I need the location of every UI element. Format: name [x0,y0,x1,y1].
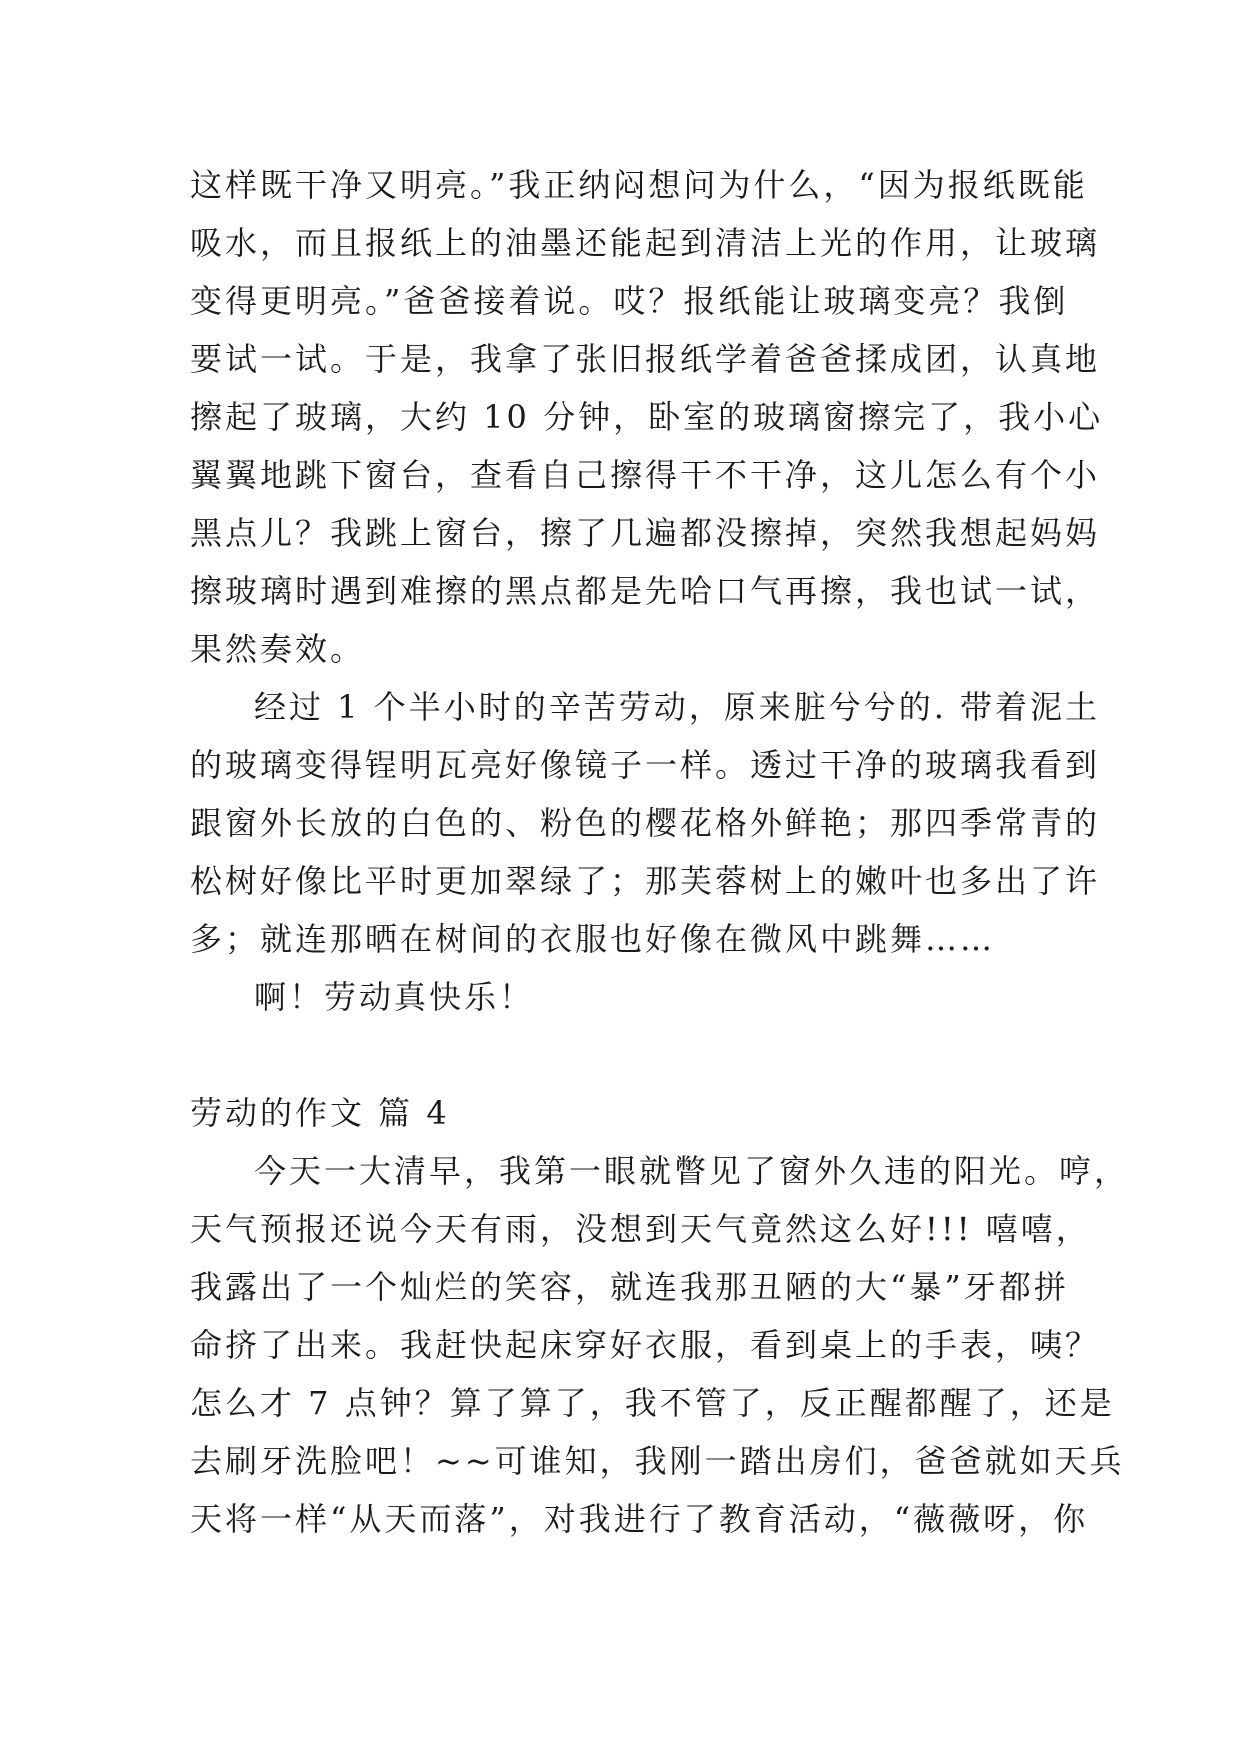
paragraph-line: 命挤了出来。我赶快起床穿好衣服，看到桌上的手表，咦？ [190,1326,1101,1364]
paragraph-line: 多；就连那晒在树间的衣服也好像在微风中跳舞…… [190,920,996,958]
paragraph-line: 要试一试。于是，我拿了张旧报纸学着爸爸揉成团，认真地 [190,340,1101,378]
paragraph-line: 果然奏效。 [190,630,366,668]
paragraph-line: 经过 1 个半小时的辛苦劳动，原来脏兮兮的. 带着泥土 [254,688,1101,726]
paragraph-line: 天将一样“从天而落”，对我进行了教育活动，“薇薇呀，你 [190,1500,1089,1538]
section-heading: 劳动的作文 篇 4 [190,1094,450,1132]
paragraph-line: 天气预报还说今天有雨，没想到天气竟然这么好!!! 嘻嘻， [190,1210,1091,1248]
paragraph-line: 怎么才 7 点钟？算了算了，我不管了，反正醒都醒了，还是 [190,1384,1115,1422]
paragraph-line: 这样既干净又明亮。”我正纳闷想问为什么，“因为报纸既能 [190,166,1088,204]
paragraph-line: 吸水，而且报纸上的油墨还能起到清洁上光的作用，让玻璃 [190,224,1101,262]
paragraph-line: 去刷牙洗脸吧！~~可谁知，我刚一踏出房们，爸爸就如天兵 [190,1442,1125,1480]
paragraph-line: 我露出了一个灿烂的笑容，就连我那丑陋的大“暴”牙都拼 [190,1268,1069,1306]
paragraph-line: 的玻璃变得锃明瓦亮好像镜子一样。透过干净的玻璃我看到 [190,746,1101,784]
paragraph-line: 松树好像比平时更加翠绿了；那芙蓉树上的嫩叶也多出了许 [190,862,1101,900]
paragraph-line: 跟窗外长放的白色的、粉色的樱花格外鲜艳；那四季常青的 [190,804,1101,842]
paragraph-line: 擦玻璃时遇到难擦的黑点都是先哈口气再擦，我也试一试， [190,572,1101,610]
paragraph-line: 翼翼地跳下窗台，查看自己擦得干不干净，这儿怎么有个小 [190,456,1101,494]
paragraph-line: 啊！劳动真快乐！ [254,978,535,1016]
paragraph-line: 黑点儿？我跳上窗台，擦了几遍都没擦掉，突然我想起妈妈 [190,514,1101,552]
paragraph-line: 今天一大清早，我第一眼就瞥见了窗外久违的阳光。哼， [254,1152,1130,1190]
paragraph-line: 变得更明亮。”爸爸接着说。哎？报纸能让玻璃变亮？我倒 [190,282,1069,320]
paragraph-line: 擦起了玻璃，大约 10 分钟，卧室的玻璃窗擦完了，我小心 [190,398,1104,436]
